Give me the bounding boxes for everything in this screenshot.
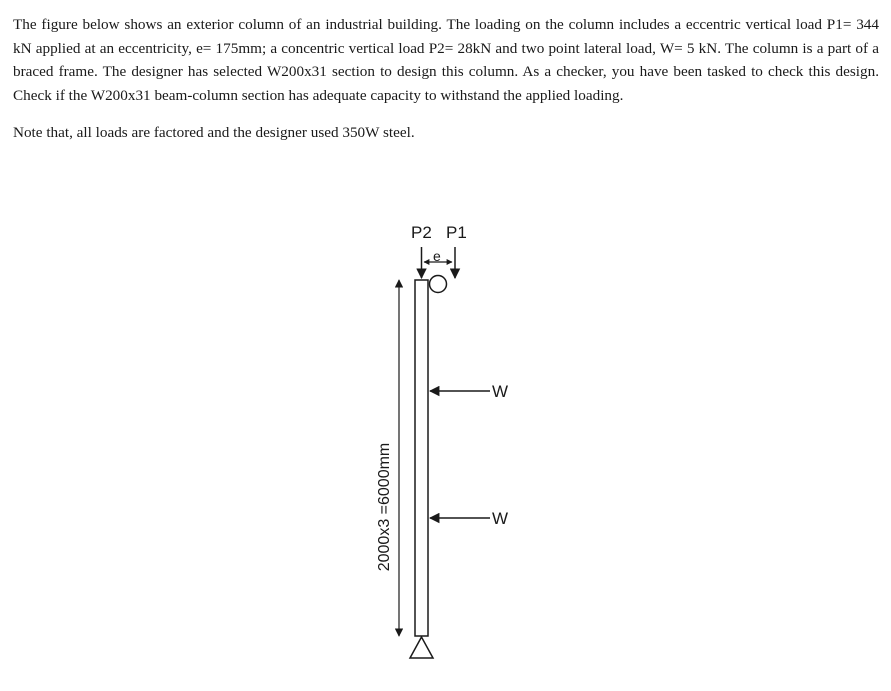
problem-statement: The figure below shows an exterior column of an industrial building. The loading on the column includes a eccentric vertical load P1= 344 kN applied at an eccentricity, e= 175mm; a concentric vertical load P2= 28kN and two point lateral load, W= 5 kN. The column is a part of a braced frame. The designer has selected W200x31 section to design this column. As a checker, you have been tasked to check this design. Check if the W200x31 beam-column section has adequate capacity to withstand the applied loading. [13, 16, 879, 104]
eccentricity-label: e [433, 248, 441, 264]
p2-label: P2 [411, 223, 432, 242]
bracket-connection [430, 276, 447, 293]
w-label-lower: W [492, 509, 509, 528]
problem-note: Note that, all loads are factored and the designer used 350W steel. [13, 124, 415, 141]
w-label-upper: W [492, 382, 509, 401]
pin-support [410, 637, 433, 658]
column-member [415, 280, 428, 636]
height-dimension-label: 2000x3 =6000mm [376, 442, 393, 572]
p1-label: P1 [446, 223, 467, 242]
